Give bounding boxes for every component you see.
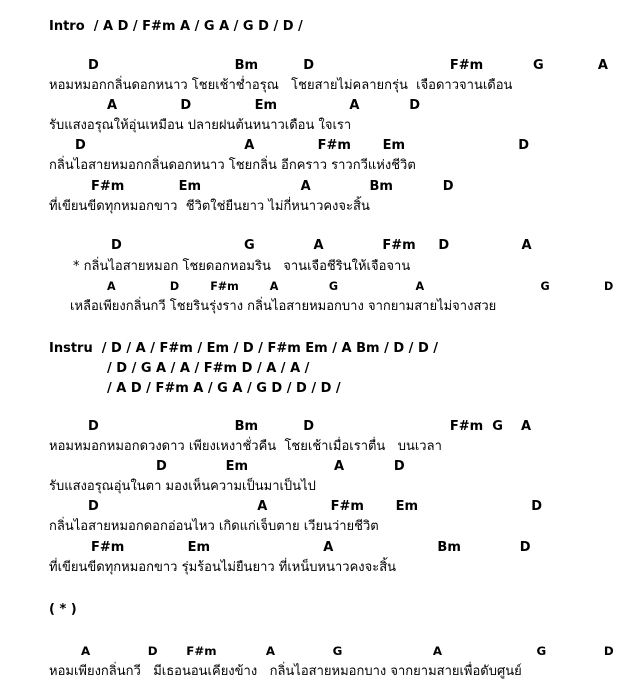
chorus-lyric-1: * กลิ่นไอสายหมอก โชยดอกหอมริน จานเจือชีรินให้เจือจาน (73, 259, 411, 274)
verse2-lyric-3: กลิ่นไอสายหมอกดอกอ่อนไหว เกิดแก่เจ็บตาย เวียนว่ายชีวิต (49, 519, 379, 534)
instru-line-2: / D / G A / A / F#m D / A / A / (107, 361, 310, 376)
verse1-lyric-1: หอมหมอกกลิ่นดอกหนาว โชยเช้าช่ำอรุณ โชยสายไม่คลายกรุ่น เจือดาวจานเดือน (49, 78, 513, 93)
instru-chords-1: / D / A / F#m / Em / D / F#m Em / A Bm / D / D / (101, 341, 439, 356)
verse1-lyric-3: กลิ่นไอสายหมอกกลิ่นดอกหนาว โชยกลิ่น อีกคราว ราวกวีแห่งชีวิต (49, 158, 416, 173)
verse1-chords-4: F#m Em A Bm D (91, 179, 454, 194)
verse2-lyric-4: ที่เขียนขีดทุกหมอกขาว รุ่มร้อนไม่ยืนยาว ที่เหน็บหนาวคงจะสิ้น (49, 560, 397, 575)
instru-line-3: / A D / F#m A / G A / G D / D / D / (107, 381, 341, 396)
repeat-chorus-marker: ( * ) (49, 602, 77, 617)
verse2-chords-4: F#m Em A Bm D (91, 540, 531, 555)
chorus-lyric-2: เหลือเพียงกลิ่นกวี โชยรินรุ่งราง กลิ่นไอสายหมอกบาง จากยามสายไม่จางสวย (70, 299, 497, 314)
verse2-lyric-2: รับแสงอรุณอุ่นในตา มองเห็นความเป็นมาเป็นไป (49, 479, 316, 494)
intro-label: Intro (49, 19, 85, 34)
verse2-lyric-1: หอมหมอกหมอกดวงดาว เพียงเหงาชั่วคืน โชยเช้าเมื่อเราตื่น บนเวลา (49, 439, 442, 454)
intro-line (49, 19, 303, 35)
chorus-chords-2: A D F#m A G A G D (107, 280, 614, 293)
verse2-chords-2: D Em A D (156, 459, 405, 474)
verse2-chords-3: D A F#m Em D (88, 499, 542, 514)
outro-chords-1: A D F#m A G A G D (81, 644, 614, 658)
intro-chords: / A D / F#m A / G A / G D / D / (93, 19, 303, 34)
chorus-chords-1: D G A F#m D A (111, 238, 532, 253)
instru-line-1 (49, 341, 438, 357)
outro-lyric-1: หอมเพียงกลิ่นกวี มีเธอนอนเคียงข้าง กลิ่นไอสายหมอกบาง จากยามสายเพื่อดับศูนย์ (49, 664, 522, 679)
instru-label: Instru (49, 341, 93, 356)
verse1-chords-3: D A F#m Em D (75, 138, 529, 153)
verse1-lyric-2: รับแสงอรุณให้อุ่นเหมือน ปลายฝนต้นหนาวเดือน ใจเรา (49, 118, 352, 133)
verse1-lyric-4: ที่เขียนขีดทุกหมอกขาว ชีวิตใช่ยืนยาว ไม่กี่หนาวคงจะสิ้น (49, 199, 370, 214)
verse1-chords-2: A D Em A D (107, 98, 421, 113)
verse2-chords-1: D Bm D F#m G A (88, 419, 532, 434)
verse1-chords-1: D Bm D F#m G A (88, 58, 608, 73)
